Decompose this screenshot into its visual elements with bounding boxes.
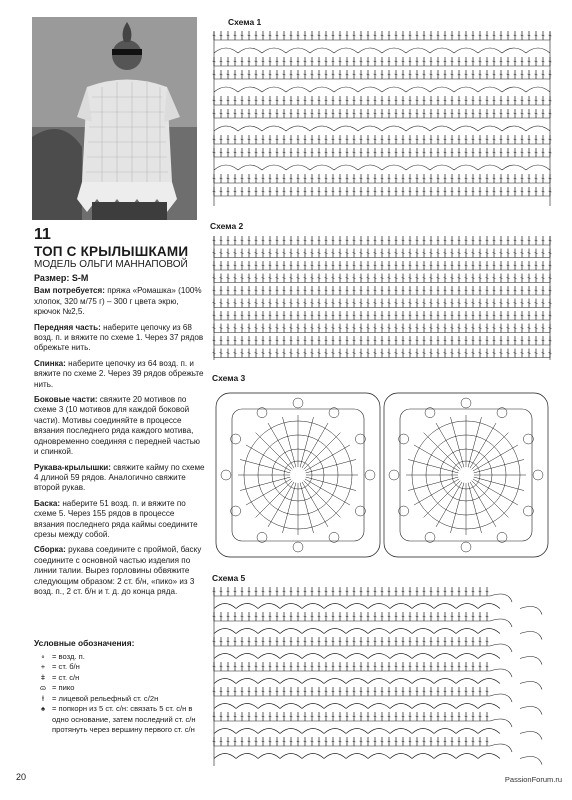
legend-title: Условные обозначения: bbox=[34, 638, 135, 648]
legend-item: ɷ = пико bbox=[34, 683, 206, 694]
scheme-5-label: Схема 5 bbox=[212, 573, 246, 583]
scheme-2-chart bbox=[210, 234, 555, 362]
scheme-3-label: Схема 3 bbox=[212, 373, 246, 383]
pattern-author: МОДЕЛЬ ОЛЬГИ МАННАПОВОЙ bbox=[34, 259, 188, 270]
para-sleeves: Рукава-крылышки: свяжите кайму по схеме 4 длиной 59 рядов. Аналогично свяжите второй рукав. bbox=[34, 462, 205, 493]
popcorn-icon: ♠ bbox=[40, 704, 46, 713]
para-assembly: Сборка: рукава соедините с проймой, баску соедините с основной частью изделия по линии талии. Вырез горловины обвяжите следующим образом: 2 ст. б/н, «пико» из 3 возд. п., 2 ст. б/н и т. д. до конца ряда. bbox=[34, 545, 202, 596]
legend-item: ♠ = попкорн из 5 ст. с/н: связать 5 ст. с/н в одно основание, затем последний ст. с/н протянуть через вершину первого ст. с/н bbox=[34, 704, 206, 736]
pattern-size: Размер: S-M bbox=[34, 273, 89, 283]
double-crochet-icon: ǂ bbox=[40, 672, 46, 682]
chain-stitch-icon: ∘ bbox=[40, 651, 46, 661]
legend-item: ⱡ = лицевой рельефный ст. с/2н bbox=[34, 694, 206, 705]
pattern-title: ТОП С КРЫЛЫШКАМИ bbox=[34, 244, 189, 259]
para-sides: Боковые части: свяжите 20 мотивов по схеме 3 (10 мотивов для каждой боковой части). Мотивы соединяйте в процессе вязания последнего ряда каждого мотива, одновременно соединяя с передней частью и спинкой. bbox=[34, 395, 200, 457]
model-photo bbox=[32, 17, 197, 220]
para-peplum: Баска: наберите 51 возд. п. и вяжите по схеме 5. Через 155 рядов в процессе вязания последнего ряда каймы соедините срезы между собой. bbox=[34, 498, 198, 539]
para-back: Спинка: наберите цепочку из 64 возд. п. и вяжите по схеме 2. Через 39 рядов обрежьте нить. bbox=[34, 358, 204, 389]
para-materials: Вам потребуется: пряжа «Ромашка» (100% хлопок, 320 м/75 г) – 300 г цвета экрю, крючок №2,5. bbox=[34, 286, 202, 317]
picot-icon: ɷ bbox=[40, 683, 46, 692]
site-watermark: PassionForum.ru bbox=[504, 775, 562, 784]
instructions-column bbox=[34, 226, 206, 602]
single-crochet-icon: + bbox=[40, 662, 46, 671]
legend bbox=[34, 638, 206, 736]
legend-item: ∘ = возд. п. bbox=[34, 652, 206, 663]
page-number: 20 bbox=[16, 772, 27, 782]
scheme-2-label: Схема 2 bbox=[210, 221, 244, 231]
pattern-number: 11 bbox=[34, 226, 51, 243]
post-stitch-icon: ⱡ bbox=[42, 693, 44, 703]
scheme-5-chart bbox=[210, 586, 555, 768]
legend-item: ǂ = ст. с/н bbox=[34, 673, 206, 684]
legend-item: + = ст. б/н bbox=[34, 662, 206, 673]
para-front: Передняя часть: наберите цепочку из 68 возд. п. и вяжите по схеме 1. Через 37 рядов обрежьте нить. bbox=[34, 322, 204, 353]
scheme-3-chart bbox=[210, 385, 555, 565]
scheme-1-chart bbox=[210, 30, 555, 208]
scheme-1-label: Схема 1 bbox=[228, 17, 262, 27]
